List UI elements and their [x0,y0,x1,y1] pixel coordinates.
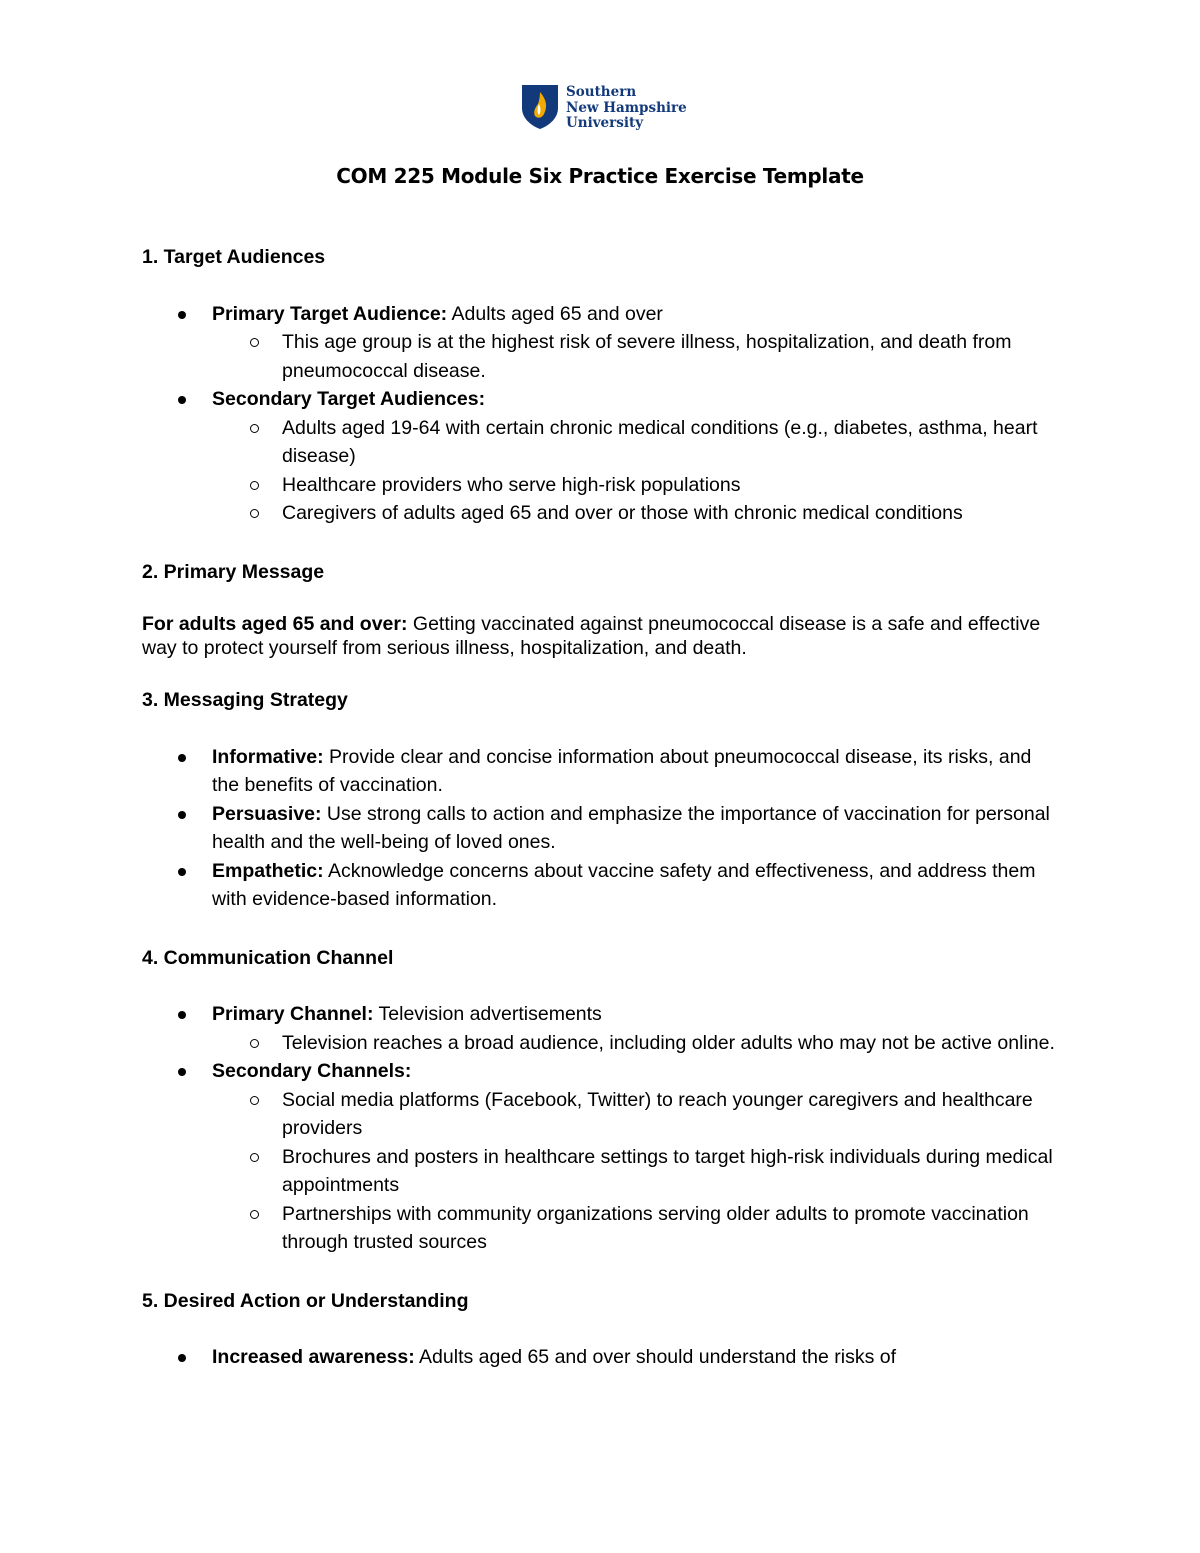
sub-item-text: Caregivers of adults aged 65 and over or those with chronic medical conditions [282,502,963,524]
primary-message-paragraph [142,612,1062,660]
sub-list-item [142,499,1062,528]
section-heading-primary-message: 2. Primary Message [142,560,325,583]
circle-bullet-icon [250,1210,259,1219]
messaging-strategy-list [142,743,1062,914]
sub-item-text: This age group is at the highest risk of severe illness, hospitalization, and death from pneumococcal disease. [282,331,1012,382]
circle-bullet-icon [250,481,259,490]
sub-list-item [142,1143,1062,1200]
sub-list [212,1086,1062,1257]
sub-list-item [142,1086,1062,1143]
document-body [142,243,1062,1372]
sub-item-text: Brochures and posters in healthcare settings to target high-risk individuals during medical appointments [282,1145,1053,1196]
sub-item-text: Healthcare providers who serve high-risk populations [282,473,741,496]
item-text: Television advertisements [373,1003,602,1025]
university-name [566,85,696,132]
circle-bullet-icon [250,1153,259,1162]
circle-bullet-icon [250,509,259,518]
sub-list-item [142,1029,1062,1058]
shield-flame-icon [521,84,559,130]
item-label: Primary Channel: [212,1003,374,1025]
item-text: Acknowledge concerns about vaccine safety and effectiveness, and address them with evidence-based information. [212,859,1036,910]
item-text: Use strong calls to action and emphasize the importance of vaccination for personal health and the well-being of loved ones. [212,802,1050,853]
communication-channel-list [142,1000,1062,1257]
sub-list [212,414,1062,528]
bullet-icon [178,811,186,819]
list-item [142,857,1062,914]
bullet-icon [178,311,186,319]
bullet-icon [178,1354,186,1362]
section-heading-communication-channel: 4. Communication Channel [142,946,394,969]
snhu-logo [521,84,691,132]
list-item [142,1057,1062,1257]
paragraph-text: Getting vaccinated against pneumococcal disease is a safe and effective way to protect yourself from serious illness, hospitalization, and death. [142,613,1041,659]
logo-line-1: Southern [566,84,637,100]
item-label: Informative: [212,745,324,768]
sub-list [212,1029,1062,1058]
list-item [142,1000,1062,1057]
logo-line-3: University [566,115,644,131]
item-label: Secondary Target Audiences: [212,388,486,410]
bullet-icon [178,754,186,762]
section-heading-target-audiences: 1. Target Audiences [142,246,326,268]
sub-list-item [142,1200,1062,1257]
sub-item-text: Partnerships with community organizations serving older adults to promote vaccination through trusted sources [282,1202,1029,1253]
list-item [142,800,1062,857]
item-label: Persuasive: [212,802,322,825]
circle-bullet-icon [250,338,259,347]
sub-list-item [142,328,1062,385]
document-title: COM 225 Module Six Practice Exercise Template [336,164,864,188]
section-heading-messaging-strategy: 3. Messaging Strategy [142,689,348,711]
bullet-icon [178,1011,186,1019]
bullet-icon [178,868,186,876]
item-label: Empathetic: [212,859,324,882]
sub-item-text: Adults aged 19-64 with certain chronic medical conditions (e.g., diabetes, asthma, heart disease) [282,416,1038,467]
sub-list-item [142,414,1062,471]
paragraph-lead: For adults aged 65 and over: [142,613,408,635]
item-text: Adults aged 65 and over should understand the risks of [414,1346,897,1368]
item-text: Provide clear and concise information about pneumococcal disease, its risks, and the benefits of vaccination. [212,745,1032,796]
circle-bullet-icon [250,424,259,433]
list-item [142,300,1062,386]
sub-list [212,328,1062,385]
item-text: Adults aged 65 and over [447,302,663,325]
list-item [142,385,1062,528]
section-heading-desired-action: 5. Desired Action or Understanding [142,1289,469,1312]
item-label: Secondary Channels: [212,1060,412,1082]
sub-item-text: Social media platforms (Facebook, Twitter) to reach younger caregivers and healthcare providers [282,1088,1033,1139]
sub-item-text: Television reaches a broad audience, including older adults who may not be active online. [282,1031,1055,1054]
circle-bullet-icon [250,1039,259,1048]
bullet-icon [178,1068,186,1076]
desired-action-list [142,1343,1062,1372]
item-label: Primary Target Audience: [212,302,448,325]
list-item [142,743,1062,800]
list-item [142,1343,1062,1372]
bullet-icon [178,396,186,404]
logo-line-2: New Hampshire [566,99,687,116]
sub-list-item [142,471,1062,500]
circle-bullet-icon [250,1096,259,1105]
item-label: Increased awareness: [212,1346,415,1368]
target-audiences-list [142,300,1062,528]
